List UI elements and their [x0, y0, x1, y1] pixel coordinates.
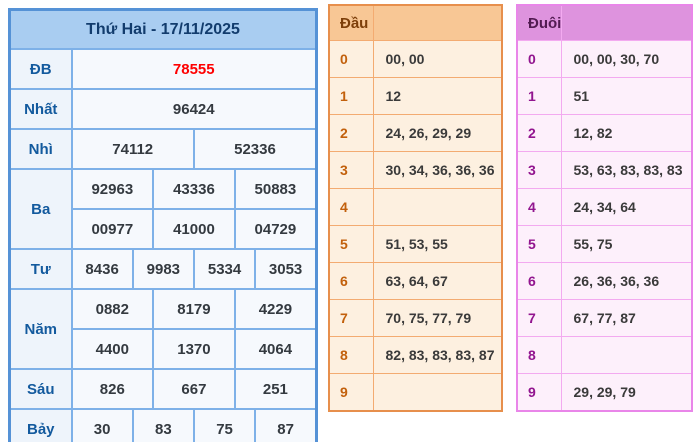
- dau-row: [329, 115, 502, 152]
- duoi-digit: 4: [517, 189, 561, 226]
- dau-values: [373, 189, 502, 226]
- prize-value: 8436: [72, 249, 133, 289]
- prize-row-sau: [10, 369, 317, 409]
- duoi-values: 12, 82: [561, 115, 692, 152]
- prize-value: 667: [153, 369, 235, 409]
- prize-row-db: [10, 49, 317, 89]
- duoi-values: 55, 75: [561, 226, 692, 263]
- prize-value: 96424: [72, 89, 317, 129]
- results-date-title: Thứ Hai - 17/11/2025: [10, 10, 317, 50]
- prize-value: 1370: [153, 329, 235, 369]
- duoi-values: 29, 29, 79: [561, 374, 692, 412]
- duoi-row: [517, 115, 692, 152]
- prize-label-tu: Tư: [10, 249, 72, 289]
- prize-value: 8179: [153, 289, 235, 329]
- results-title-row: [10, 10, 317, 50]
- dau-row: [329, 337, 502, 374]
- prize-row-tu: [10, 249, 317, 289]
- prize-value: 43336: [153, 169, 235, 209]
- duoi-row: [517, 41, 692, 78]
- prize-row-nhat: [10, 89, 317, 129]
- duoi-digit: 1: [517, 78, 561, 115]
- dau-values: 30, 34, 36, 36, 36: [373, 152, 502, 189]
- duoi-row: [517, 152, 692, 189]
- dau-digit: 0: [329, 41, 373, 78]
- dau-values: 51, 53, 55: [373, 226, 502, 263]
- dau-row: [329, 226, 502, 263]
- dau-digit: 3: [329, 152, 373, 189]
- dau-digit: 1: [329, 78, 373, 115]
- duoi-values: 67, 77, 87: [561, 300, 692, 337]
- prize-value: 83: [133, 409, 194, 442]
- duoi-digit: 0: [517, 41, 561, 78]
- dau-row: [329, 374, 502, 412]
- prize-value-special: 78555: [72, 49, 317, 89]
- prize-value: 4229: [235, 289, 317, 329]
- duoi-values: 51: [561, 78, 692, 115]
- dau-header-row: [329, 5, 502, 41]
- prize-value: 9983: [133, 249, 194, 289]
- dau-row: [329, 189, 502, 226]
- duoi-row: [517, 226, 692, 263]
- duoi-header-spacer: [561, 5, 692, 41]
- duoi-values: 24, 34, 64: [561, 189, 692, 226]
- dau-table: [328, 4, 503, 412]
- prize-row-nam-1: [10, 289, 317, 329]
- duoi-row: [517, 300, 692, 337]
- dau-digit: 8: [329, 337, 373, 374]
- dau-digit: 9: [329, 374, 373, 412]
- prize-value: 41000: [153, 209, 235, 249]
- prize-label-nam: Năm: [10, 289, 72, 369]
- duoi-values: [561, 337, 692, 374]
- duoi-digit: 9: [517, 374, 561, 412]
- dau-row: [329, 152, 502, 189]
- prize-value: 826: [72, 369, 154, 409]
- prize-value: 30: [72, 409, 133, 442]
- duoi-values: 53, 63, 83, 83, 83: [561, 152, 692, 189]
- dau-values: 12: [373, 78, 502, 115]
- prize-value: 5334: [194, 249, 255, 289]
- duoi-row: [517, 78, 692, 115]
- duoi-values: 00, 00, 30, 70: [561, 41, 692, 78]
- dau-values: 24, 26, 29, 29: [373, 115, 502, 152]
- duoi-digit: 3: [517, 152, 561, 189]
- duoi-row: [517, 189, 692, 226]
- dau-row: [329, 300, 502, 337]
- duoi-digit: 7: [517, 300, 561, 337]
- duoi-digit: 6: [517, 263, 561, 300]
- prize-value: 74112: [72, 129, 194, 169]
- prize-value: 52336: [194, 129, 317, 169]
- prize-row-ba-1: [10, 169, 317, 209]
- prize-value: 3053: [255, 249, 316, 289]
- prize-label-db: ĐB: [10, 49, 72, 89]
- duoi-header-label: Đuôi: [517, 5, 561, 41]
- prize-value: 00977: [72, 209, 154, 249]
- dau-digit: 2: [329, 115, 373, 152]
- dau-values: 00, 00: [373, 41, 502, 78]
- prize-label-nhat: Nhất: [10, 89, 72, 129]
- duoi-row: [517, 337, 692, 374]
- prize-value: 0882: [72, 289, 154, 329]
- dau-values: [373, 374, 502, 412]
- prize-row-nhi: [10, 129, 317, 169]
- prize-label-bay: Bảy: [10, 409, 72, 442]
- dau-row: [329, 263, 502, 300]
- dau-digit: 4: [329, 189, 373, 226]
- duoi-row: [517, 374, 692, 412]
- dau-digit: 7: [329, 300, 373, 337]
- prize-value: 50883: [235, 169, 317, 209]
- duoi-table: [516, 4, 693, 412]
- prize-value: 4064: [235, 329, 317, 369]
- dau-row: [329, 78, 502, 115]
- prize-value: 92963: [72, 169, 154, 209]
- dau-values: 70, 75, 77, 79: [373, 300, 502, 337]
- prize-value: 87: [255, 409, 316, 442]
- duoi-digit: 5: [517, 226, 561, 263]
- duoi-row: [517, 263, 692, 300]
- prize-label-nhi: Nhì: [10, 129, 72, 169]
- prize-label-sau: Sáu: [10, 369, 72, 409]
- prize-row-bay: [10, 409, 317, 442]
- duoi-header-row: [517, 5, 692, 41]
- dau-values: 63, 64, 67: [373, 263, 502, 300]
- prize-value: 04729: [235, 209, 317, 249]
- duoi-digit: 8: [517, 337, 561, 374]
- duoi-digit: 2: [517, 115, 561, 152]
- dau-header-spacer: [373, 5, 502, 41]
- prize-value: 251: [235, 369, 317, 409]
- dau-header-label: Đầu: [329, 5, 373, 41]
- dau-row: [329, 41, 502, 78]
- prize-value: 4400: [72, 329, 154, 369]
- dau-values: 82, 83, 83, 83, 87: [373, 337, 502, 374]
- results-table: [8, 8, 318, 442]
- dau-digit: 6: [329, 263, 373, 300]
- dau-digit: 5: [329, 226, 373, 263]
- prize-label-ba: Ba: [10, 169, 72, 249]
- prize-value: 75: [194, 409, 255, 442]
- duoi-values: 26, 36, 36, 36: [561, 263, 692, 300]
